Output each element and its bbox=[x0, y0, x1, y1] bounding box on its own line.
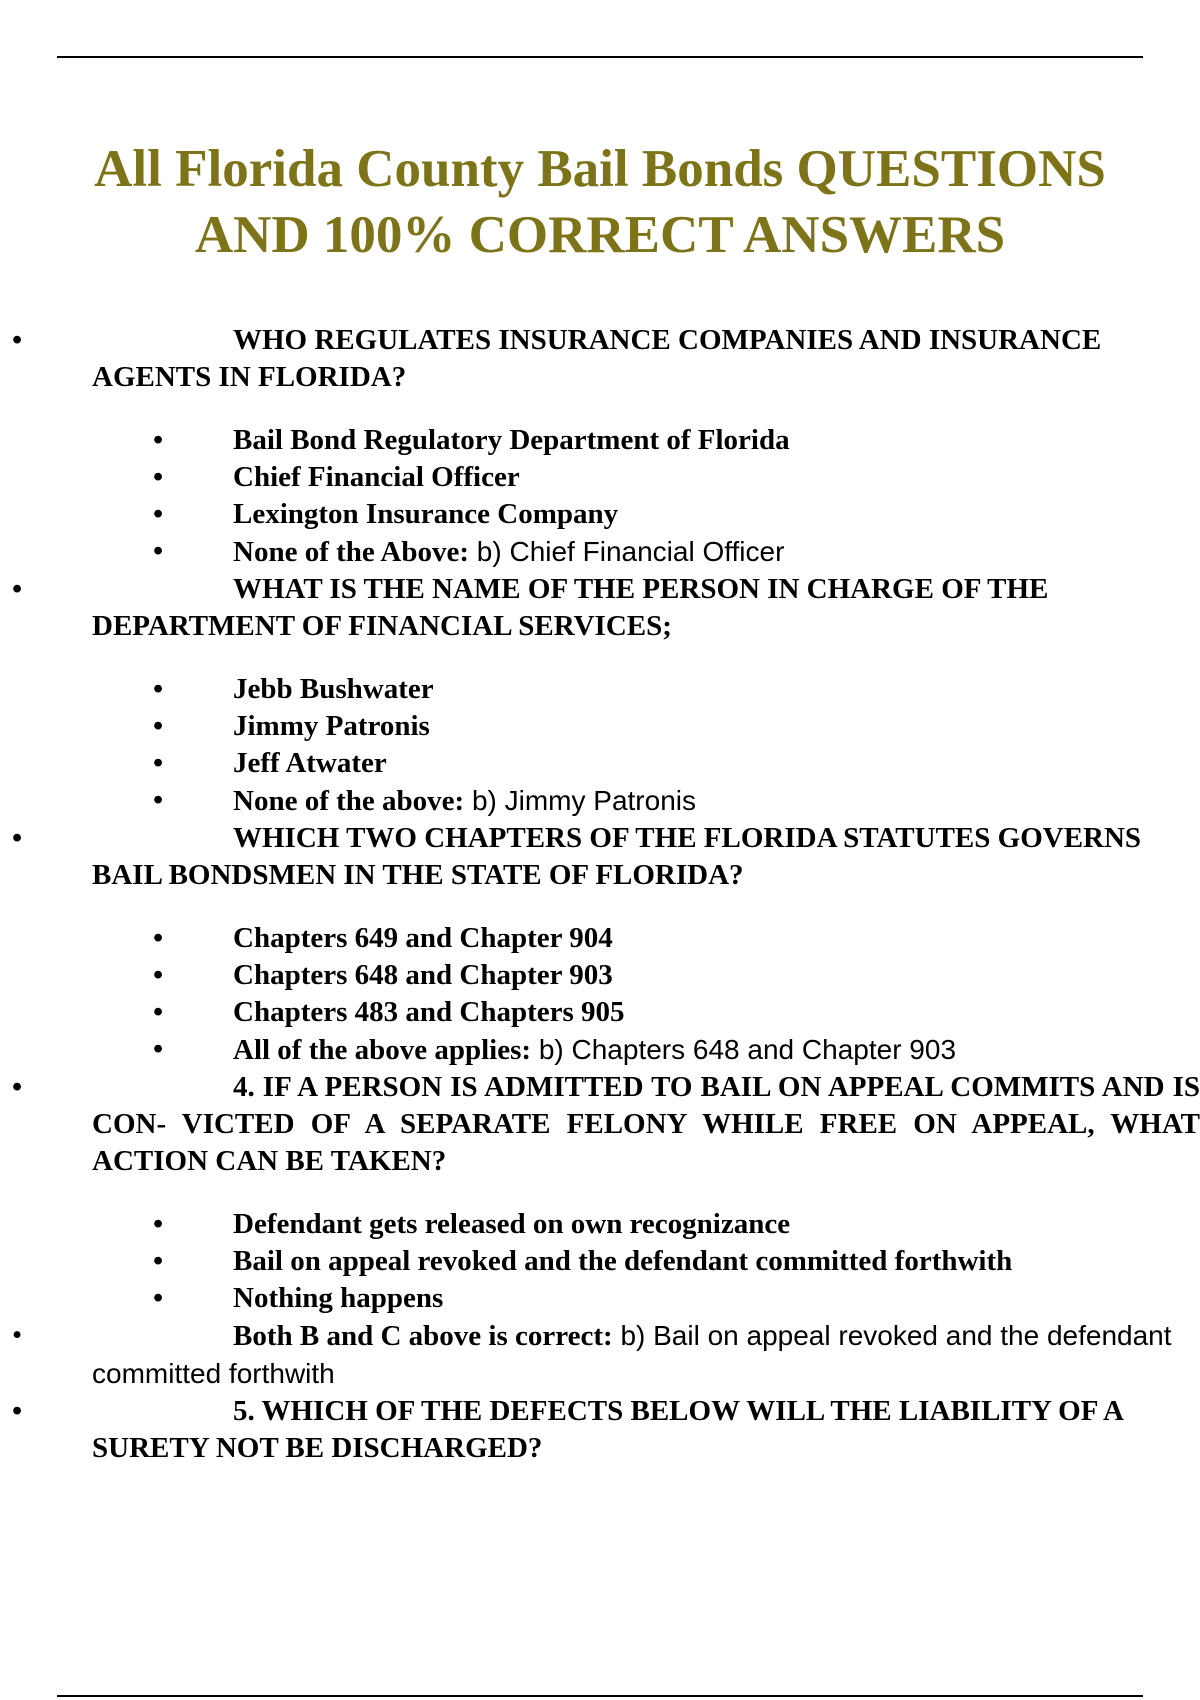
option-d-with-answer bbox=[92, 1031, 1200, 1069]
option-d-text: All of the above applies: bbox=[233, 1034, 532, 1066]
option-a bbox=[92, 671, 1200, 708]
option-a-text: Bail Bond Regulatory Department of Florida bbox=[233, 424, 790, 456]
bullet: • bbox=[153, 535, 164, 567]
title-line-2: AND 100% CORRECT ANSWERS bbox=[194, 206, 1006, 264]
bullet: • bbox=[153, 1245, 164, 1277]
bullet: • bbox=[153, 959, 164, 991]
bullet: • bbox=[12, 1071, 23, 1103]
option-a-text: Jebb Bushwater bbox=[233, 673, 434, 705]
option-a-text: Chapters 649 and Chapter 904 bbox=[233, 922, 613, 954]
question-2-options bbox=[92, 671, 1200, 820]
option-d-with-answer bbox=[12, 1317, 1200, 1393]
title-line-1: All Florida County Bail Bonds QUESTIONS bbox=[94, 140, 1106, 198]
question-3-options bbox=[92, 920, 1200, 1069]
bullet: • bbox=[153, 498, 164, 530]
answer-text: b) Chief Financial Officer bbox=[469, 536, 785, 567]
option-c bbox=[92, 496, 1200, 533]
option-d-text: None of the Above: bbox=[233, 536, 470, 568]
question-4-options bbox=[92, 1206, 1200, 1317]
option-b-text: Bail on appeal revoked and the defendant committed forthwith bbox=[233, 1245, 1013, 1277]
bullet: • bbox=[153, 1033, 164, 1065]
option-d-text: Both B and C above is correct: bbox=[233, 1320, 613, 1352]
option-b-text: Chapters 648 and Chapter 903 bbox=[233, 959, 613, 991]
bullet: • bbox=[12, 1395, 23, 1427]
question-4-text: 4. IF A PERSON IS ADMITTED TO BAIL ON APPEAL COMMITS AND IS CON- VICTED OF A SEPARATE FELONY WHILE FREE ON APPEAL, WHAT ACTION CAN BE TAKEN? bbox=[92, 1071, 1200, 1177]
bullet: • bbox=[12, 1319, 23, 1351]
answer-text: b) Jimmy Patronis bbox=[464, 785, 696, 816]
bullet: • bbox=[153, 784, 164, 816]
bullet: • bbox=[153, 424, 164, 456]
option-b bbox=[92, 957, 1200, 994]
option-a-text: Defendant gets released on own recognizance bbox=[233, 1208, 791, 1240]
bullet: • bbox=[153, 922, 164, 954]
top-rule bbox=[57, 56, 1143, 58]
question-2 bbox=[12, 571, 1200, 645]
bullet: • bbox=[12, 822, 23, 854]
bullet: • bbox=[153, 461, 164, 493]
option-c-text: Lexington Insurance Company bbox=[233, 498, 619, 530]
option-a bbox=[92, 920, 1200, 957]
question-5 bbox=[12, 1393, 1200, 1467]
option-c bbox=[92, 745, 1200, 782]
option-c-text: Jeff Atwater bbox=[233, 747, 387, 779]
option-d-with-answer bbox=[92, 782, 1200, 820]
question-3-text: WHICH TWO CHAPTERS OF THE FLORIDA STATUTES GOVERNS BAIL BONDSMEN IN THE STATE OF FLORIDA? bbox=[92, 822, 1142, 891]
option-b-text: Chief Financial Officer bbox=[233, 461, 520, 493]
option-b bbox=[92, 459, 1200, 496]
question-1-options bbox=[92, 422, 1200, 571]
question-4 bbox=[12, 1069, 1200, 1180]
option-a bbox=[92, 422, 1200, 459]
question-3 bbox=[12, 820, 1200, 894]
question-list bbox=[12, 322, 1200, 1467]
question-1 bbox=[12, 322, 1200, 396]
bullet: • bbox=[153, 1208, 164, 1240]
bullet: • bbox=[12, 573, 23, 605]
option-b-text: Jimmy Patronis bbox=[233, 710, 430, 742]
option-c-text: Chapters 483 and Chapters 905 bbox=[233, 996, 625, 1028]
option-b bbox=[92, 1243, 1200, 1280]
bullet: • bbox=[153, 996, 164, 1028]
question-5-text: 5. WHICH OF THE DEFECTS BELOW WILL THE LIABILITY OF A SURETY NOT BE DISCHARGED? bbox=[92, 1395, 1123, 1464]
question-1-text: WHO REGULATES INSURANCE COMPANIES AND INSURANCE AGENTS IN FLORIDA? bbox=[92, 324, 1102, 393]
document-title bbox=[0, 136, 1200, 268]
answer-text: b) Chapters 648 and Chapter 903 bbox=[531, 1034, 957, 1065]
option-d-text: None of the above: bbox=[233, 785, 465, 817]
option-c bbox=[92, 994, 1200, 1031]
bullet: • bbox=[153, 1282, 164, 1314]
bottom-rule bbox=[57, 1695, 1143, 1697]
question-2-text: WHAT IS THE NAME OF THE PERSON IN CHARGE OF THE DEPARTMENT OF FINANCIAL SERVICES; bbox=[92, 573, 1049, 642]
bullet: • bbox=[153, 673, 164, 705]
option-c bbox=[92, 1280, 1200, 1317]
answer-text: b) Bail on appeal revoked and the defendant committed forthwith bbox=[92, 1320, 1172, 1389]
bullet: • bbox=[153, 710, 164, 742]
option-c-text: Nothing happens bbox=[233, 1282, 444, 1314]
bullet: • bbox=[153, 747, 164, 779]
bullet: • bbox=[12, 324, 23, 356]
option-d-with-answer bbox=[92, 533, 1200, 571]
option-a bbox=[92, 1206, 1200, 1243]
option-b bbox=[92, 708, 1200, 745]
